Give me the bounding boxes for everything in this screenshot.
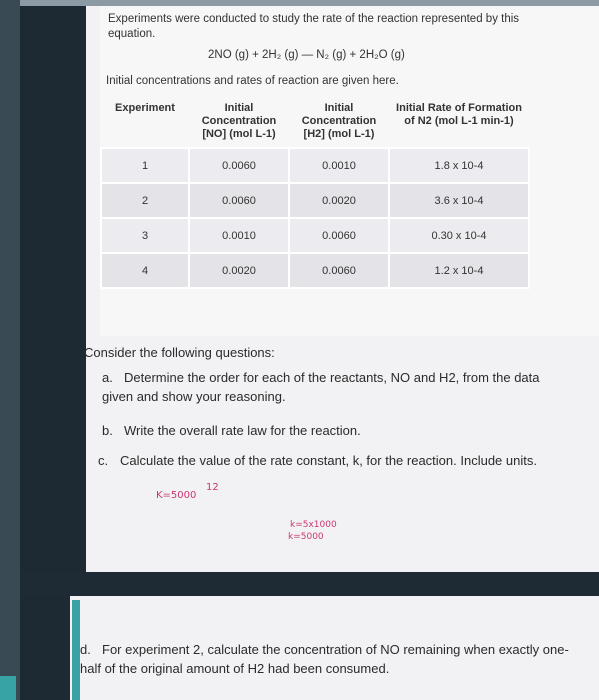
- cell-no: 0.0060: [189, 148, 289, 183]
- left-edge: [0, 0, 20, 700]
- question-d-text: For experiment 2, calculate the concentration of NO remaining when exactly one-half of the original amount of H2 had been consumed.: [80, 642, 569, 676]
- question-b: [102, 421, 542, 440]
- question-a-label: a.: [102, 370, 113, 385]
- question-d: [80, 640, 580, 678]
- cell-no: 0.0060: [189, 183, 289, 218]
- cell-rate: 3.6 x 10-4: [389, 183, 529, 218]
- accent-bar: [72, 600, 80, 700]
- cell-rate: 1.8 x 10-4: [389, 148, 529, 183]
- header-experiment: Experiment: [115, 102, 175, 114]
- question-d-label: d.: [80, 642, 91, 657]
- question-c: [98, 451, 548, 470]
- cell-exp: 1: [101, 148, 189, 183]
- table-row: [101, 148, 529, 183]
- cell-exp: 3: [101, 218, 189, 253]
- handwriting-k-frac: 12: [206, 482, 219, 493]
- page-divider: [20, 572, 599, 596]
- question-b-label: b.: [102, 423, 113, 438]
- cell-rate: 1.2 x 10-4: [389, 253, 529, 288]
- table-row: [101, 253, 529, 288]
- corner-marker: [0, 676, 16, 700]
- cell-exp: 4: [101, 253, 189, 288]
- experiment-table: [100, 96, 530, 289]
- table-row: [101, 218, 529, 253]
- intro-text: Experiments were conducted to study the rate of the reaction represented by this equation.: [108, 13, 520, 40]
- header-rate: Initial Rate of Formation of N2 (mol L-1 min-1): [396, 102, 522, 127]
- cell-no: 0.0020: [189, 253, 289, 288]
- header-h2: Initial Concentration [H2] (mol L-1): [301, 102, 377, 140]
- cell-no: 0.0010: [189, 218, 289, 253]
- question-c-text: Calculate the value of the rate constant, k, for the reaction. Include units.: [120, 453, 537, 468]
- handwriting-k2: k=5000: [288, 532, 324, 542]
- header-no: Initial Concentration [NO] (mol L-1): [201, 102, 277, 140]
- question-c-label: c.: [98, 453, 109, 468]
- cell-h2: 0.0020: [289, 183, 389, 218]
- cell-exp: 2: [101, 183, 189, 218]
- question-a: [102, 368, 542, 406]
- table-row: [101, 183, 529, 218]
- cell-h2: 0.0060: [289, 253, 389, 288]
- question-b-text: Write the overall rate law for the reaction.: [124, 423, 361, 438]
- given-text: Initial concentrations and rates of reaction are given here.: [106, 75, 399, 87]
- handwriting-k-left: K=5000: [156, 490, 197, 501]
- handwriting-k1: k=5x1000: [290, 520, 337, 530]
- reaction-equation: 2NO (g) + 2H₂ (g) — N₂ (g) + 2H₂O (g): [208, 49, 405, 61]
- question-a-text: Determine the order for each of the reactants, NO and H2, from the data given and show your reasoning.: [102, 370, 540, 404]
- cell-h2: 0.0010: [289, 148, 389, 183]
- consider-heading: Consider the following questions:: [84, 345, 275, 360]
- cell-rate: 0.30 x 10-4: [389, 218, 529, 253]
- cell-h2: 0.0060: [289, 218, 389, 253]
